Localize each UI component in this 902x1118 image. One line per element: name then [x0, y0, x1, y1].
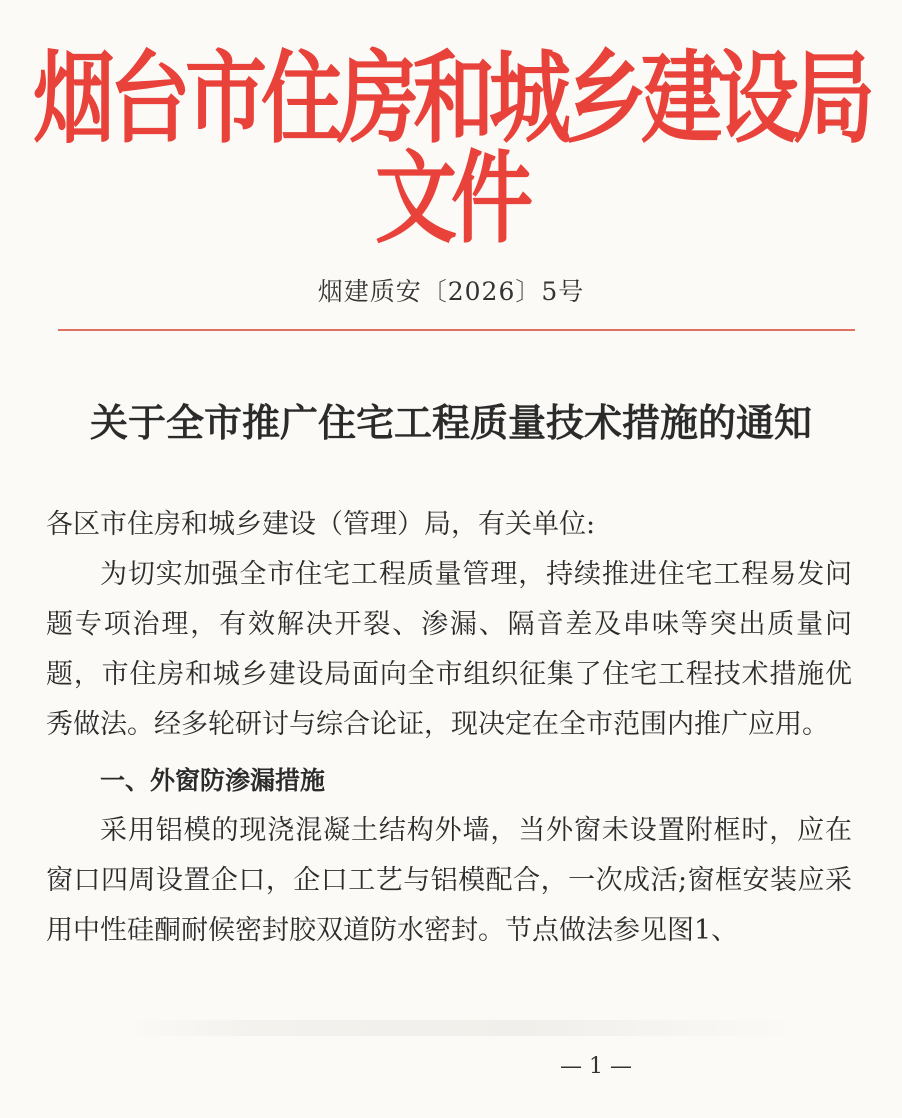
- section-paragraph: 采用铝模的现浇混凝土结构外墙，当外窗未设置附框时，应在窗口四周设置企口，企口工艺与铝模配合，一次成活;窗框安装应采用中性硅酮耐候密封胶双道防水密封。节点做法参见图1、: [46, 815, 852, 946]
- scan-bleedthrough: [120, 1020, 800, 1036]
- intro-paragraph: 为切实加强全市住宅工程质量管理，持续推进住宅工程易发问题专项治理，有效解决开裂、渗漏、隔音差及串味等突出质量问题，市住房和城乡建设局面向全市组织征集了住宅工程技术措施优秀做法。经多轮研讨与综合论证，现决定在全市范围内推广应用。: [46, 559, 852, 740]
- document-number: 烟建质安〔2026〕5号: [317, 277, 585, 306]
- masthead-title: 烟台市住房和城乡建设局文件: [32, 41, 869, 258]
- page-number: — 1 —: [560, 1054, 632, 1079]
- notice-title: 关于全市推广住宅工程质量技术措施的通知: [89, 400, 812, 445]
- document-body: [46, 500, 852, 956]
- salutation: 各区市住房和城乡建设（管理）局，有关单位:: [46, 509, 596, 540]
- section-heading: 一、外窗防渗漏措施: [100, 766, 326, 795]
- red-divider-line: [58, 329, 855, 331]
